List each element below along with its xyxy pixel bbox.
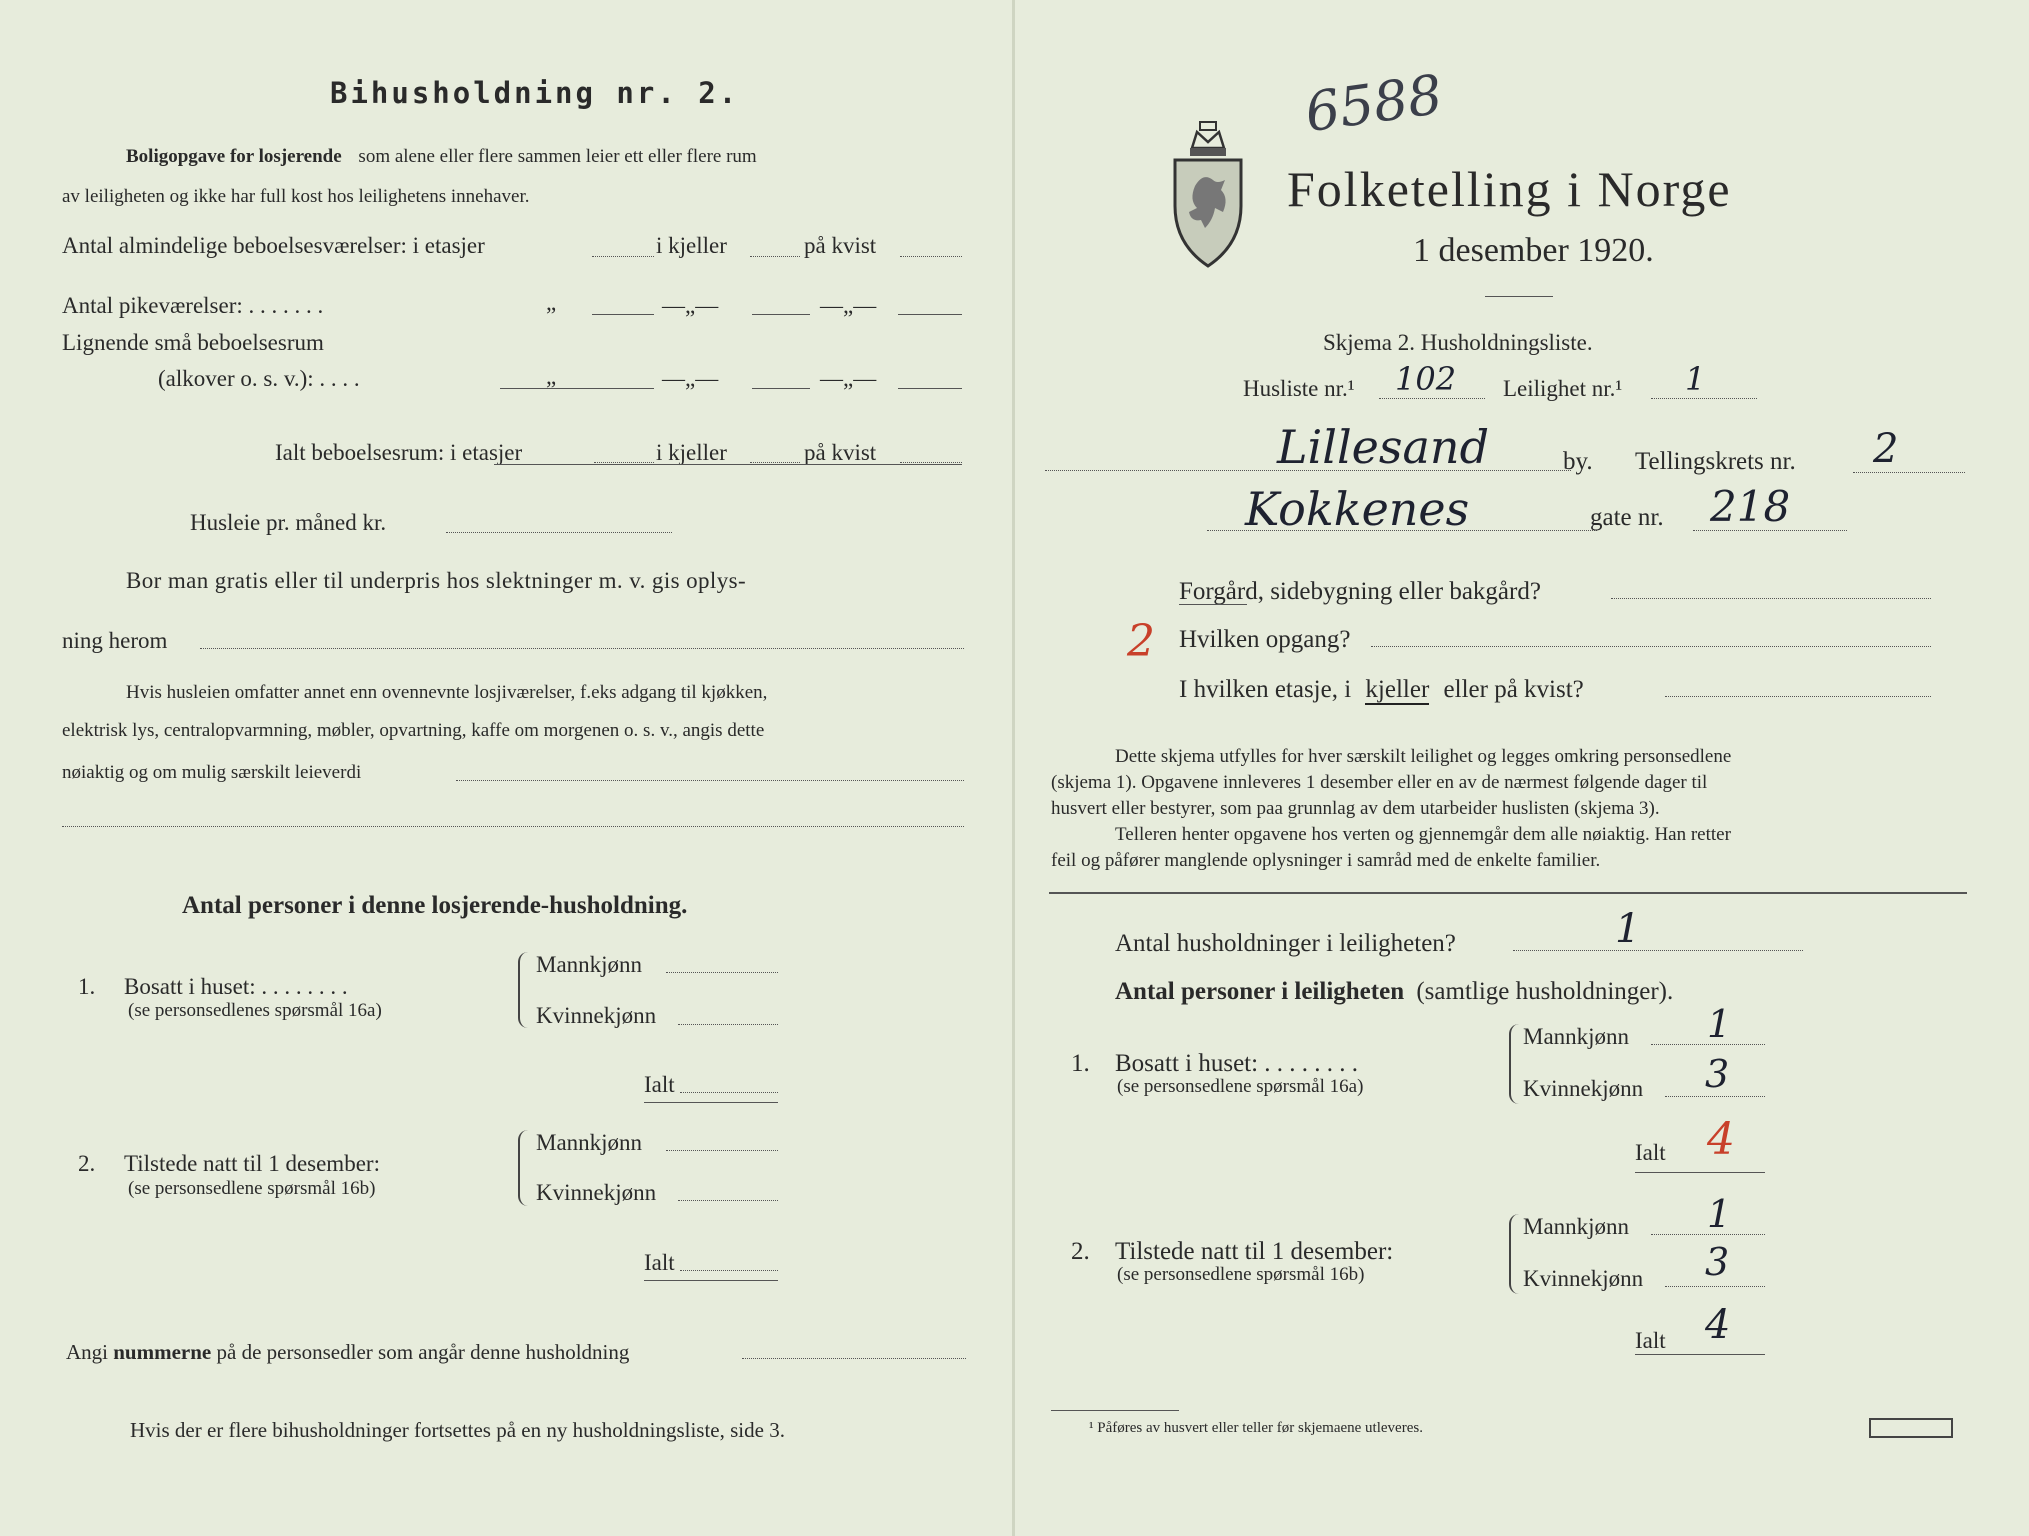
intro-bold: Boligopgave for losjerende	[126, 146, 342, 167]
q1-total-label: Ialt	[644, 1072, 675, 1097]
instructions-line-3: husvert eller bestyrer, som paa grunnlag av dem utarbeider huslisten (skjema 3).	[1051, 798, 1660, 819]
rent-label: Husleie pr. måned kr.	[190, 510, 387, 535]
forgard-question: Forgård, sidebygning eller bakgård?	[1179, 578, 1541, 605]
total-rooms-label: Ialt beboelsesrum: i etasjer	[275, 440, 523, 465]
r-q2-female-value[interactable]: 3	[1705, 1240, 1730, 1284]
krets-label: Tellingskrets nr.	[1635, 448, 1796, 475]
numbers-line	[66, 1340, 629, 1365]
small-rooms-1: Lignende små beboelsesrum	[62, 330, 324, 355]
opgang-question: Hvilken opgang?	[1179, 626, 1351, 653]
small-rooms-2: (alkover o. s. v.): . . . .	[158, 366, 360, 391]
r-q2-label: Tilstede natt til 1 desember:	[1115, 1238, 1394, 1265]
r-q2-num: 2.	[1071, 1238, 1090, 1265]
by-value[interactable]: Lillesand	[1277, 420, 1490, 474]
pike-label: Antal pikeværelser: . . . . . . .	[62, 293, 324, 318]
rooms-label: Antal almindelige beboelsesværelser: i etasjer	[62, 233, 485, 258]
small-dash-1: —„—	[662, 366, 719, 391]
small-dash-2: —„—	[820, 366, 877, 391]
q1-label: Bosatt i huset: . . . . . . . .	[124, 974, 348, 999]
total-rooms-kvist: på kvist	[804, 440, 877, 465]
q1-male-label: Mannkjønn	[536, 952, 643, 977]
husliste-label: Husliste nr.¹	[1243, 376, 1355, 401]
persons-rest: (samtlige husholdninger).	[1416, 978, 1674, 1005]
archive-number: 6588	[1301, 62, 1447, 145]
schema-label: Skjema 2. Husholdningsliste.	[1323, 330, 1593, 355]
leilighet-value[interactable]: 1	[1685, 360, 1706, 398]
rooms-kvist: på kvist	[804, 233, 877, 258]
more-households: Hvis der er flere bihusholdninger fortsettes på en ny husholdningsliste, side 3.	[130, 1418, 785, 1442]
free-line-1: Bor man gratis eller til underpris hos slektninger m. v. gis oplys-	[126, 568, 747, 593]
pike-dash-2: —„—	[820, 293, 877, 318]
r-q1-male-value[interactable]: 1	[1707, 1002, 1732, 1046]
persons-bold: Antal personer i leiligheten	[1115, 978, 1405, 1005]
etasje-post: eller på kvist?	[1443, 676, 1584, 703]
gate-nr-value[interactable]: 218	[1710, 482, 1791, 531]
printer-stamp	[1869, 1418, 1953, 1438]
total-rooms-kjeller: i kjeller	[656, 440, 727, 465]
q2-sub: (se personsedlene spørsmål 16b)	[128, 1178, 376, 1199]
rooms-kjeller: i kjeller	[656, 233, 727, 258]
households-question: Antal husholdninger i leiligheten?	[1115, 930, 1456, 957]
numbers-pre: Angi	[66, 1340, 108, 1364]
coat-of-arms-icon	[1167, 120, 1249, 270]
husliste-value[interactable]: 102	[1395, 360, 1457, 398]
form-title: Folketelling i Norge	[1287, 161, 1732, 217]
households-value[interactable]: 1	[1615, 906, 1641, 952]
instructions-line-5: feil og påfører manglende oplysninger i samråd med de enkelte familier.	[1051, 850, 1601, 871]
pike-dash-1: —„—	[662, 293, 719, 318]
small-quote: „	[546, 364, 557, 389]
numbers-rest: på de personsedler som angår denne husholdning	[216, 1340, 630, 1364]
r-q2-male-label: Mannkjønn	[1523, 1214, 1630, 1239]
r-q2-sub: (se personsedlene spørsmål 16b)	[1117, 1264, 1365, 1285]
instructions-line-2: (skjema 1). Opgavene innleveres 1 desember eller en av de nærmest følgende dager til	[1051, 772, 1708, 793]
q1-num: 1.	[78, 974, 96, 999]
form-date: 1 desember 1920.	[1413, 232, 1654, 269]
r-q1-female-value[interactable]: 3	[1705, 1052, 1730, 1096]
pike-quote: „	[546, 290, 557, 315]
q2-female-label: Kvinnekjønn	[536, 1180, 657, 1205]
r-q1-sub: (se personsedlene spørsmål 16a)	[1117, 1076, 1364, 1097]
etasje-question	[1179, 676, 1584, 704]
r-q1-female-label: Kvinnekjønn	[1523, 1076, 1644, 1101]
q2-male-label: Mannkjønn	[536, 1130, 643, 1155]
left-page	[0, 0, 1014, 1536]
r-q2-total-value[interactable]: 4	[1705, 1302, 1731, 1348]
numbers-bold: nummerne	[113, 1340, 212, 1364]
free-line-2: ning herom	[62, 628, 168, 653]
intro-line-1	[126, 146, 757, 168]
persons-heading-right	[1115, 978, 1673, 1006]
by-label: by.	[1563, 448, 1593, 475]
krets-value[interactable]: 2	[1873, 426, 1899, 472]
r-q1-num: 1.	[1071, 1050, 1090, 1077]
q1-sub: (se personsedlenes spørsmål 16a)	[128, 1000, 382, 1021]
gate-label: gate nr.	[1590, 504, 1664, 531]
incl-line-3: nøiaktig og om mulig særskilt leieverdi	[62, 762, 362, 783]
instructions-line-4: Telleren henter opgavene hos verten og gjennemgår dem alle nøiaktig. Han retter	[1115, 824, 1731, 845]
r-q1-label: Bosatt i huset: . . . . . . . .	[1115, 1050, 1359, 1077]
r-q1-male-label: Mannkjønn	[1523, 1024, 1630, 1049]
r-q2-female-label: Kvinnekjønn	[1523, 1266, 1644, 1291]
incl-line-1: Hvis husleien omfatter annet enn ovennevnte losjiværelser, f.eks adgang til kjøkken,	[126, 682, 768, 703]
q2-total-label: Ialt	[644, 1250, 675, 1275]
instructions-line-1: Dette skjema utfylles for hver særskilt leilighet og legges omkring personsedlene	[1115, 746, 1732, 767]
left-heading: Bihusholdning nr. 2.	[330, 76, 740, 110]
r-q2-total-label: Ialt	[1635, 1328, 1666, 1353]
leilighet-label: Leilighet nr.¹	[1503, 376, 1623, 401]
incl-line-2: elektrisk lys, centralopvarmning, møbler, opvartning, kaffe om morgenen o. s. v., angis dette	[62, 720, 765, 741]
r-q1-total-value[interactable]: 4	[1707, 1114, 1735, 1165]
q2-label: Tilstede natt til 1 desember:	[124, 1151, 380, 1176]
persons-heading: Antal personer i denne losjerende-husholdning.	[182, 892, 688, 919]
intro-rest: som alene eller flere sammen leier ett eller flere rum	[358, 146, 757, 167]
etasje-kjeller: kjeller	[1365, 676, 1430, 703]
right-page	[1015, 0, 2029, 1536]
gate-value[interactable]: Kokkenes	[1245, 482, 1470, 536]
etasje-pre: I hvilken etasje, i	[1179, 676, 1352, 703]
q1-female-label: Kvinnekjønn	[536, 1003, 657, 1028]
r-q2-male-value[interactable]: 1	[1707, 1192, 1732, 1236]
opgang-mark: 2	[1127, 616, 1155, 667]
intro-line-2: av leiligheten og ikke har full kost hos leilighetens innehaver.	[62, 186, 530, 207]
r-q1-total-label: Ialt	[1635, 1140, 1666, 1165]
footnote: ¹ Påføres av husvert eller teller før skjemaene utleveres.	[1089, 1420, 1423, 1436]
q2-num: 2.	[78, 1151, 96, 1176]
